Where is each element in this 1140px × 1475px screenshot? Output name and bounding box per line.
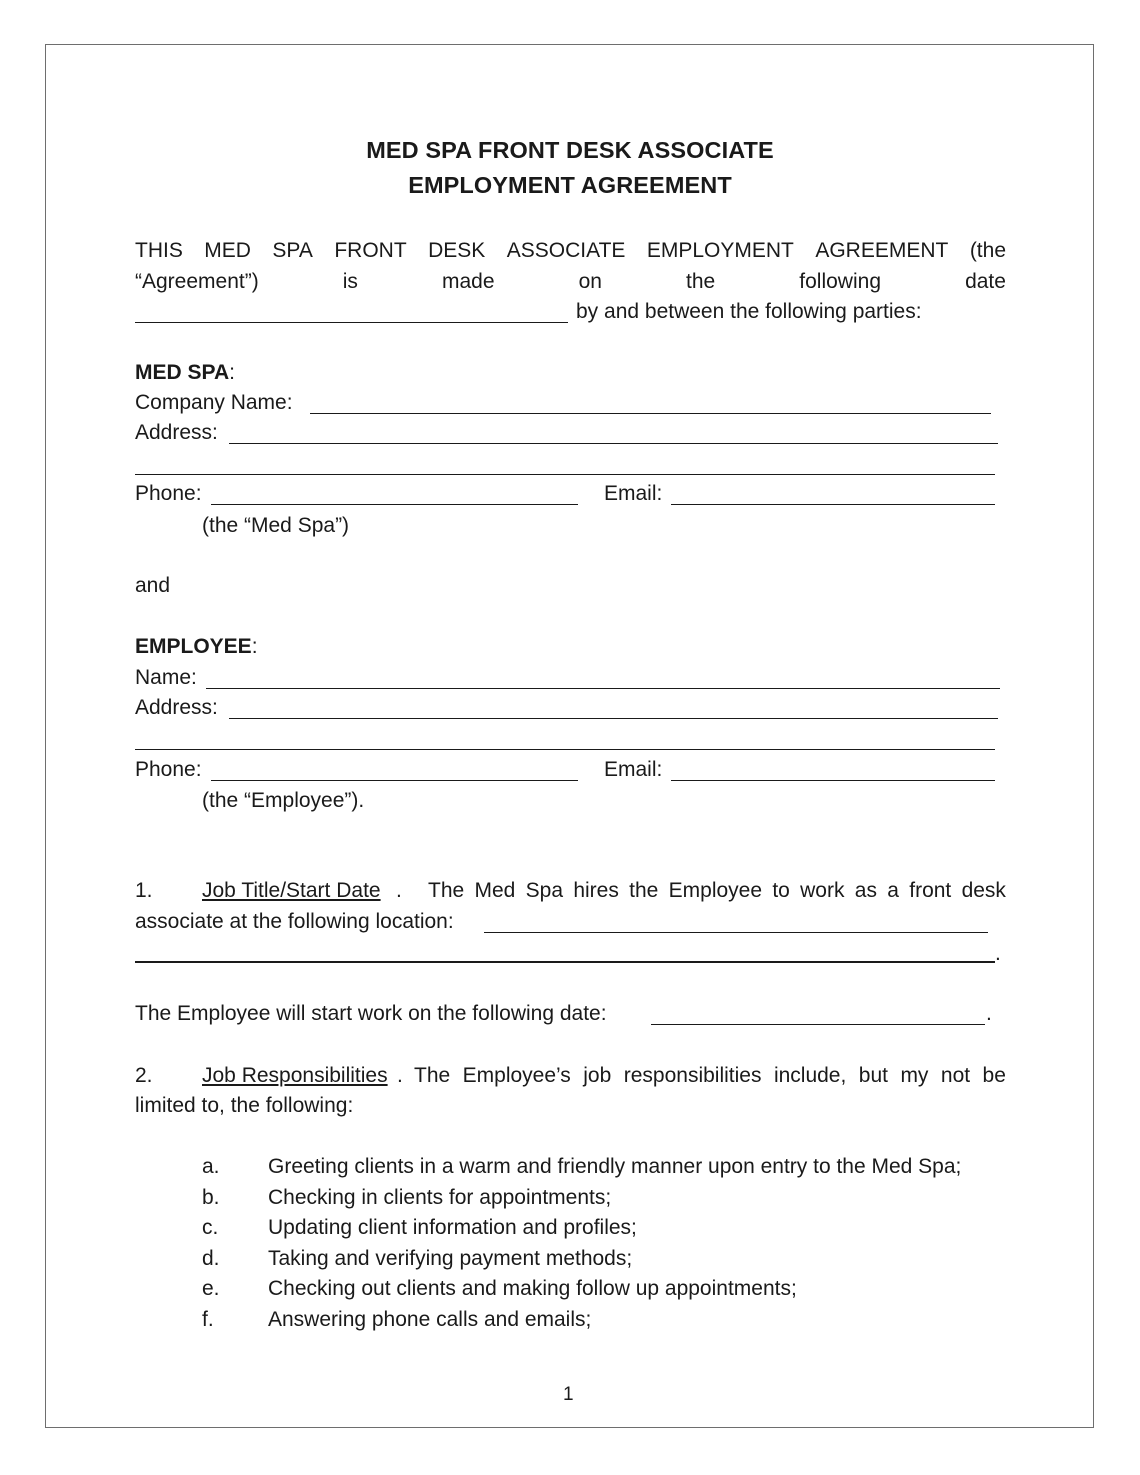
responsibility-letter: d.: [202, 1246, 220, 1270]
intro-line-1-word: THIS: [135, 239, 183, 262]
intro-line-3: by and between the following parties:: [576, 300, 922, 323]
section-1-number: 1.: [135, 879, 153, 902]
employee-name-field[interactable]: [206, 688, 1000, 689]
section-1-line-1-word: the: [629, 879, 659, 902]
employee-heading-text: EMPLOYEE: [135, 635, 252, 658]
section-1-heading: Job Title/Start Date: [202, 879, 381, 902]
section-2-heading: Job Responsibilities: [202, 1064, 388, 1087]
responsibility-text: Taking and verifying payment methods;: [268, 1246, 633, 1270]
intro-line-2-word: “Agreement”): [135, 270, 259, 293]
start-date-period: .: [986, 1002, 992, 1025]
section-2-line-2: limited to, the following:: [135, 1094, 354, 1117]
responsibility-letter: f.: [202, 1307, 214, 1331]
med-spa-email-field[interactable]: [671, 504, 995, 505]
agreement-date-blank[interactable]: [135, 322, 568, 323]
responsibility-text: Updating client information and profiles;: [268, 1216, 637, 1239]
med-spa-email-label: Email:: [604, 482, 663, 505]
section-1-line-1-word: front: [909, 879, 952, 902]
section-2-line-1-word: responsibilities: [623, 1064, 762, 1087]
responsibility-letter: a.: [202, 1155, 220, 1178]
med-spa-heading-text: MED SPA: [135, 361, 230, 384]
responsibility-letter: e.: [202, 1277, 220, 1300]
responsibility-text: Greeting clients in a warm and friendly manner upon entry to the Med Spa;: [268, 1155, 962, 1178]
responsibility-text: Checking in clients for appointments;: [268, 1185, 612, 1209]
med-spa-defined-term: (the “Med Spa”): [202, 514, 350, 537]
intro-line-2: [135, 270, 1006, 294]
section-2-number: 2.: [135, 1064, 153, 1087]
med-spa-phone-label: Phone:: [135, 482, 202, 505]
responsibility-letter: c.: [202, 1216, 219, 1239]
intro-line-2-word: is: [342, 270, 358, 293]
section-1-line-1-word: work: [800, 879, 845, 902]
page-number: 1: [563, 1384, 574, 1405]
employee-heading: [135, 635, 258, 659]
med-spa-phone-field[interactable]: [211, 504, 578, 505]
med-spa-heading-colon: :: [229, 361, 235, 384]
intro-line-1-word: AGREEMENT: [815, 239, 949, 262]
intro-line-1-word: ASSOCIATE: [506, 239, 626, 262]
section-2-line-1-word: include,: [773, 1064, 847, 1087]
intro-line-1-word: DESK: [428, 239, 486, 262]
company-name-label: Company Name:: [135, 391, 293, 414]
employee-heading-colon: :: [251, 635, 258, 658]
employee-address-label: Address:: [135, 696, 218, 719]
section-1-line-1-word: desk: [961, 879, 1006, 902]
document-title-line-2: EMPLOYMENT AGREEMENT: [408, 172, 732, 198]
work-location-field-1[interactable]: [484, 932, 988, 933]
employee-phone-label: Phone:: [135, 758, 202, 781]
section-2-line-1-word: but: [858, 1064, 888, 1087]
employee-email-label: Email:: [604, 758, 663, 781]
med-spa-address-label: Address:: [135, 421, 218, 444]
start-date-label: The Employee will start work on the following date:: [135, 1002, 607, 1025]
employee-phone-field[interactable]: [211, 780, 578, 781]
section-2-line-1-word: Employee’s: [462, 1064, 571, 1087]
employee-email-field[interactable]: [671, 780, 995, 781]
intro-line-2-word: date: [965, 270, 1006, 293]
intro-line-2-word: on: [578, 270, 602, 293]
med-spa-address-field-2[interactable]: [135, 474, 995, 475]
responsibility-letter: b.: [202, 1185, 220, 1209]
section-2-line-1-word: not: [940, 1064, 971, 1087]
intro-line-1-word: EMPLOYMENT: [646, 239, 794, 262]
section-1-line-1-word: hires: [573, 879, 619, 902]
intro-line-2-word: the: [686, 270, 716, 293]
work-location-period: .: [995, 942, 1001, 965]
section-2-line-1-word: The: [414, 1064, 451, 1087]
section-1-line-1-heading-period: .: [396, 879, 402, 902]
intro-line-2-word: following: [799, 270, 881, 293]
section-1-line-1-word: Employee: [668, 879, 763, 902]
section-1-line-1-word: as: [854, 879, 877, 902]
start-date-field[interactable]: [651, 1024, 985, 1025]
section-2-line-1: [414, 1064, 1006, 1088]
company-name-field[interactable]: [310, 413, 991, 414]
section-1-line-1-word: The: [428, 879, 465, 902]
section-2-line-1-word: be: [982, 1064, 1006, 1087]
intro-line-1-word: SPA: [272, 239, 313, 262]
section-2-line-1-word: my: [900, 1064, 929, 1087]
responsibility-text: Checking out clients and making follow up appointments;: [268, 1277, 797, 1300]
section-1-line-1-word: to: [772, 879, 790, 902]
parties-connector: and: [135, 574, 171, 597]
med-spa-heading: [135, 361, 235, 385]
intro-line-1: [135, 239, 1006, 263]
employee-name-label: Name:: [135, 666, 197, 689]
work-location-field-2[interactable]: [135, 961, 995, 963]
section-1-line-1: [428, 879, 1006, 903]
employee-defined-term: (the “Employee”).: [202, 789, 365, 812]
responsibility-text: Answering phone calls and emails;: [268, 1307, 592, 1331]
intro-line-2-word: made: [442, 270, 495, 293]
intro-line-1-word: FRONT: [334, 239, 407, 262]
section-1-line-1-word: Spa: [525, 879, 564, 902]
employee-address-field-2[interactable]: [135, 749, 995, 750]
section-2-line-1-word: job: [583, 1064, 612, 1087]
employee-address-field-1[interactable]: [229, 718, 998, 719]
section-1-line-1-word: Med: [474, 879, 516, 902]
intro-line-1-word: (the: [969, 239, 1006, 262]
med-spa-address-field-1[interactable]: [229, 443, 998, 444]
intro-line-1-word: MED: [204, 239, 251, 262]
document-title-line-1: MED SPA FRONT DESK ASSOCIATE: [366, 137, 774, 163]
section-1-location-label: associate at the following location:: [135, 910, 454, 933]
section-1-line-1-word: a: [887, 879, 899, 902]
section-2-line-1-heading-period: .: [397, 1064, 403, 1087]
